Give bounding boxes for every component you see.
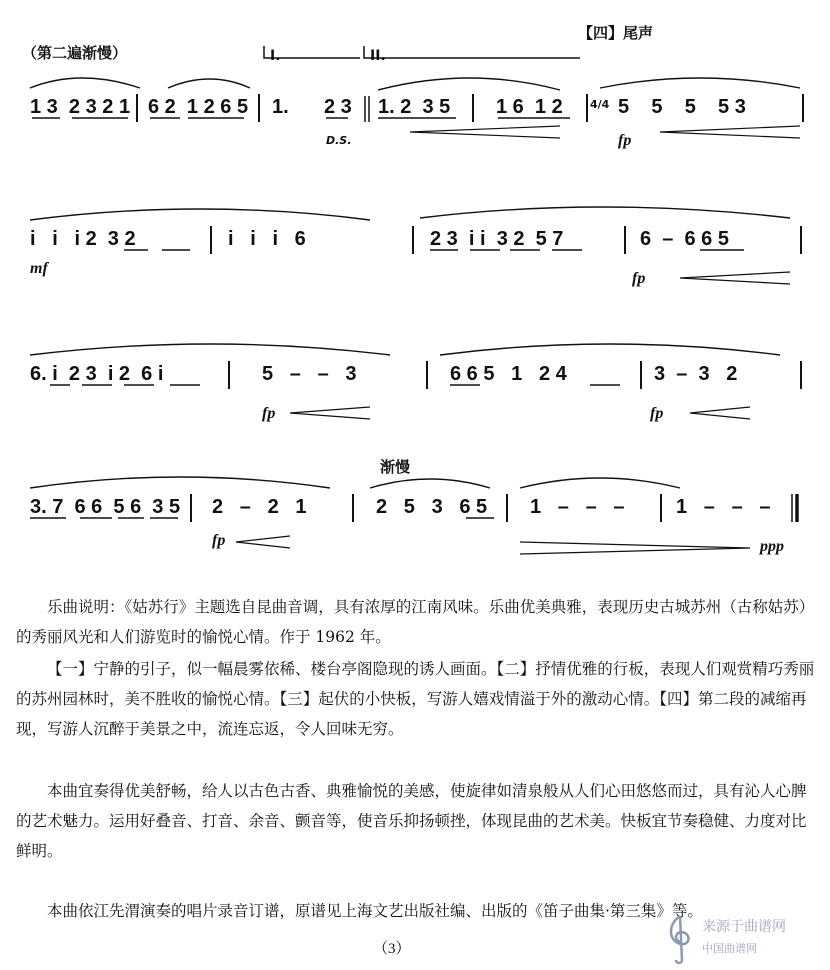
measure-1-4: 1. 2 3 5	[378, 96, 451, 118]
barline	[136, 94, 138, 122]
score-system-2	[0, 190, 830, 320]
description-paragraph-3: 本曲宜奏得优美舒畅，给人以古色古香、典雅愉悦的美感，使旋律如清泉般从人们心田悠悠而过，具有沁人心脾的艺术魅力。运用好叠音、打音、余音、颤音等，使音乐抑扬顿挫，体现昆曲的艺术美。快板宜节奏稳健、力度对比鲜明。	[16, 782, 807, 860]
barline	[640, 361, 642, 389]
barline	[800, 226, 802, 254]
volta-2: II.	[370, 48, 386, 64]
time-signature: 4/4	[590, 98, 610, 111]
dynamic-fp: fp	[618, 132, 632, 149]
barline	[190, 494, 192, 522]
dynamic-ppp: ppp	[760, 538, 784, 555]
volta-1: I.	[270, 48, 281, 64]
dynamic-fp: fp	[212, 532, 226, 549]
measure-1-1: 1 3 2 3 2 1	[30, 96, 131, 118]
measure-1-2: 6 2 1 2 6 5	[148, 96, 249, 118]
measure-3-1: 6. i 2 3 i 2 6 i	[30, 363, 164, 385]
watermark-line-2: 中国曲谱网	[702, 942, 757, 955]
watermark	[660, 910, 830, 970]
barline	[352, 494, 354, 522]
barline	[802, 94, 804, 122]
watermark-line-1: 来源于曲谱网	[702, 919, 786, 935]
measure-2-1: i i i 2 3 2	[30, 228, 136, 250]
description-paragraph-1: 乐曲说明：《姑苏行》主题选自昆曲音调，具有浓厚的江南风味。乐曲优美典雅，表现历史古城苏州（古称姑苏）的秀丽风光和人们游览时的愉悦心情。作于 1962 年。	[16, 598, 815, 646]
system-3-lines	[0, 325, 830, 455]
barline	[258, 94, 260, 122]
measure-4-2: 2 – 2 1	[212, 496, 307, 518]
barline	[210, 226, 212, 254]
measure-3-3: 6 6 5 1 2 4	[450, 363, 567, 385]
section-label: 【四】尾声	[578, 24, 654, 42]
tempo-note: （第二遍渐慢）	[22, 44, 128, 62]
ritardando-label: 渐慢	[380, 458, 411, 476]
measure-2-3: 2 3 i i 3 2 5 7	[430, 228, 564, 250]
measure-1-6: 5 5 5 5 3	[618, 96, 746, 118]
barline	[624, 226, 626, 254]
score-system-3	[0, 325, 830, 455]
measure-3-4: 3 – 3 2	[654, 363, 738, 385]
description-paragraph-2: 【一】宁静的引子，似一幅晨雾依稀、楼台亭阁隐现的诱人画面。【二】抒情优雅的行板，表现人们观赏精巧秀丽的苏州园林时，美不胜收的愉悦心情。【三】起伏的小快板，写游人嬉戏情溢于外的激动心情。【四】第二段的减缩再现，写游人沉醉于美景之中，流连忘返，令人回味无穷。	[16, 660, 815, 738]
system-4-lines	[0, 458, 830, 588]
measure-4-4: 1 – – –	[530, 496, 625, 518]
score-system-4	[0, 458, 830, 588]
measure-4-1: 3. 7 6 6 5 6 3 5	[30, 496, 181, 518]
dynamic-fp: fp	[650, 405, 664, 422]
measure-4-3: 2 5 3 6 5	[376, 496, 488, 518]
description-paragraph-4: 本曲依江先渭演奏的唱片录音订谱，原谱见上海文艺出版社编、出版的《笛子曲集·第三集》等。	[47, 902, 703, 920]
dynamic-fp: fp	[632, 270, 646, 287]
barline	[586, 94, 588, 122]
barline	[228, 361, 230, 389]
barline	[660, 494, 662, 522]
measure-4-5: 1 – – –	[676, 496, 771, 518]
system-1-lines	[0, 60, 830, 190]
barline	[412, 226, 414, 254]
measure-3-2: 5 – – 3	[262, 363, 357, 385]
measure-2-4: 6 – 6 6 5	[640, 228, 729, 250]
dynamic-fp: fp	[262, 405, 276, 422]
system-2-lines	[0, 190, 830, 320]
measure-1-5: 1 6 1 2	[496, 96, 563, 118]
measure-2-2: i i i 6	[228, 228, 306, 250]
barline	[800, 361, 802, 389]
page-number: （3）	[373, 941, 411, 957]
dal-segno: D.S.	[326, 134, 352, 147]
measure-1-3: 1.	[272, 96, 289, 118]
barline	[426, 361, 428, 389]
barline	[506, 494, 508, 522]
barline	[472, 94, 474, 122]
treble-clef-icon	[660, 910, 700, 966]
measure-1-3b: 2 3	[324, 96, 352, 118]
dynamic-mf: mf	[30, 260, 48, 277]
